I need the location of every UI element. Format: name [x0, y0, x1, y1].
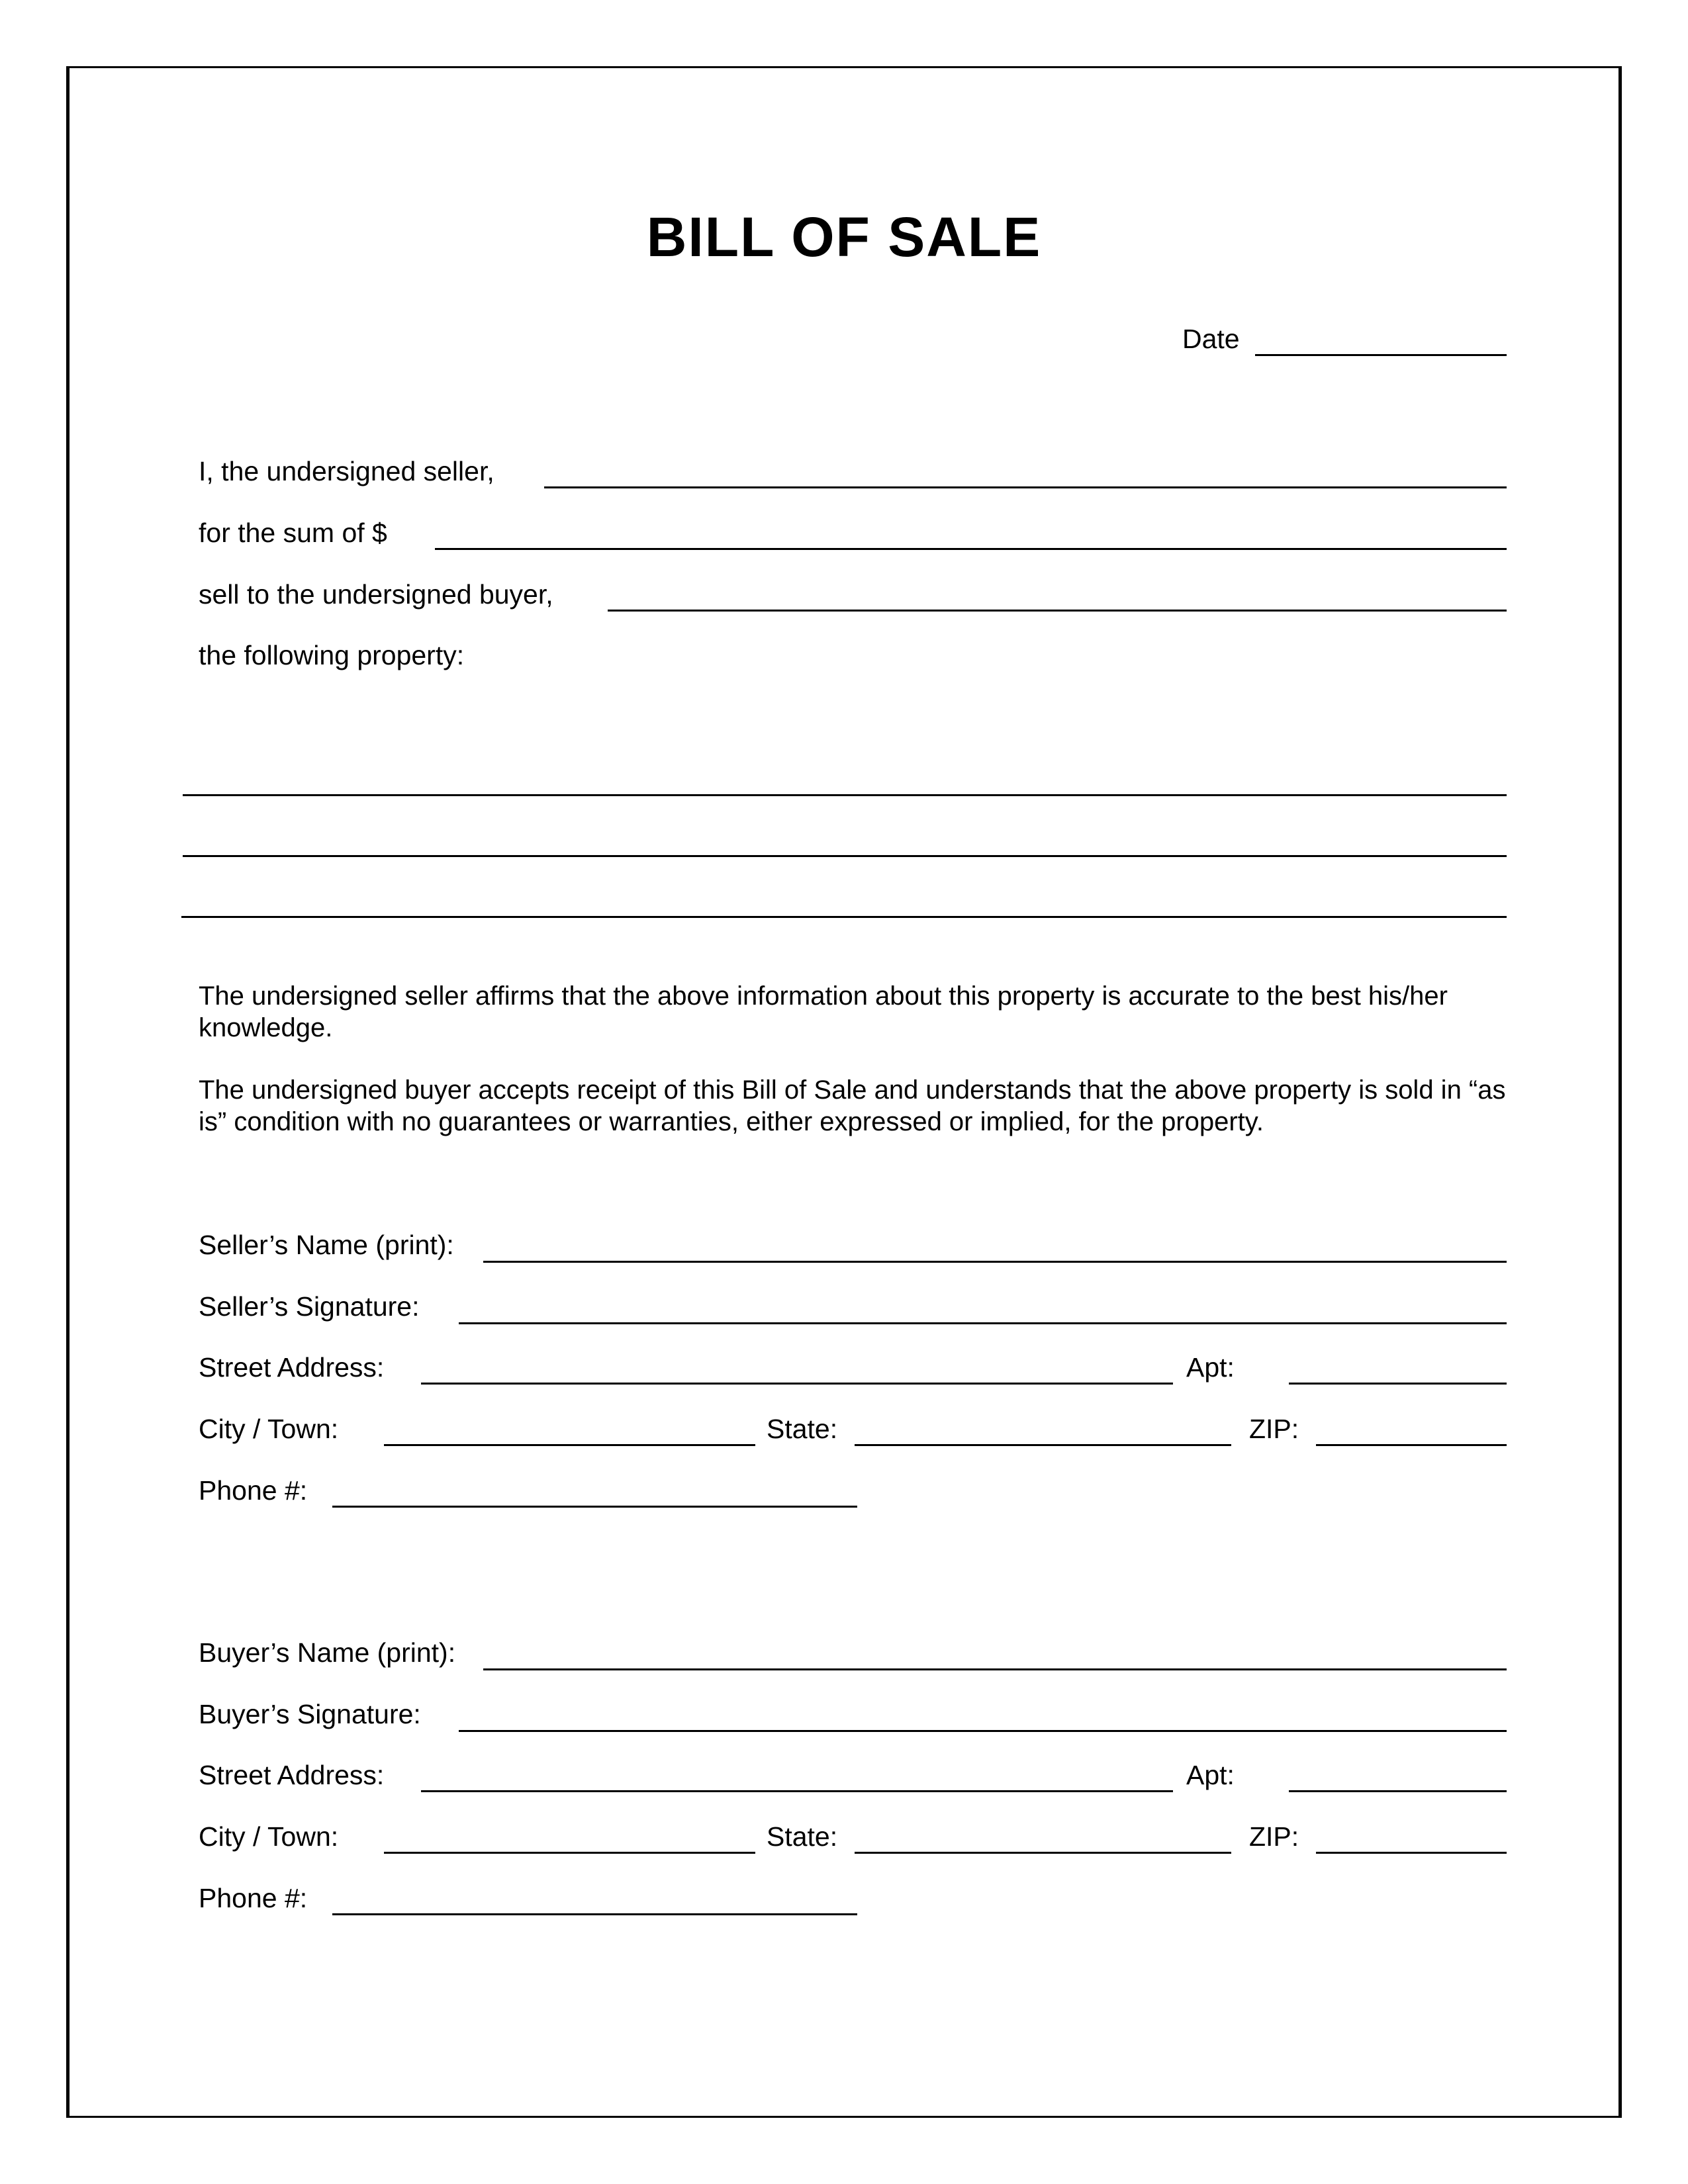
- buyer-field[interactable]: [608, 610, 1507, 612]
- buyer-city-label: City / Town:: [199, 1821, 339, 1852]
- property-line-2[interactable]: [183, 855, 1507, 857]
- date-field[interactable]: [1255, 354, 1507, 356]
- property-label: the following property:: [199, 640, 465, 670]
- buyer-city-field[interactable]: [384, 1852, 755, 1854]
- acceptance-paragraph: The undersigned buyer accepts receipt of this Bill of Sale and understands that the above property is sold in “as is” condition with no guarantees or warranties, either expressed or implied, for the property.: [199, 1075, 1506, 1136]
- sum-label: for the sum of $: [199, 518, 387, 548]
- seller-apt-label: Apt:: [1186, 1352, 1235, 1383]
- buyer-signature-label: Buyer’s Signature:: [199, 1699, 421, 1729]
- seller-intro-label: I, the undersigned seller,: [199, 456, 494, 486]
- seller-phone-label: Phone #:: [199, 1475, 308, 1506]
- seller-signature-label: Seller’s Signature:: [199, 1291, 420, 1322]
- sum-field[interactable]: [435, 548, 1507, 550]
- seller-city-field[interactable]: [384, 1444, 755, 1446]
- seller-city-label: City / Town:: [199, 1414, 339, 1444]
- seller-name-field[interactable]: [483, 1261, 1507, 1263]
- seller-signature-field[interactable]: [459, 1322, 1507, 1324]
- buyer-street-label: Street Address:: [199, 1760, 385, 1790]
- buyer-signature-field[interactable]: [459, 1730, 1507, 1732]
- seller-zip-label: ZIP:: [1249, 1414, 1299, 1444]
- buyer-zip-label: ZIP:: [1249, 1821, 1299, 1852]
- buyer-apt-label: Apt:: [1186, 1760, 1235, 1790]
- buyer-apt-field[interactable]: [1289, 1790, 1507, 1792]
- buyer-state-label: State:: [767, 1821, 838, 1852]
- seller-apt-field[interactable]: [1289, 1383, 1507, 1385]
- seller-zip-field[interactable]: [1316, 1444, 1507, 1446]
- document-title: BILL OF SALE: [646, 206, 1042, 268]
- buyer-name-label: Buyer’s Name (print):: [199, 1637, 456, 1668]
- seller-state-field[interactable]: [855, 1444, 1231, 1446]
- seller-phone-field[interactable]: [332, 1506, 857, 1508]
- property-line-3[interactable]: [181, 916, 1507, 918]
- buyer-phone-field[interactable]: [332, 1913, 857, 1915]
- seller-name-label: Seller’s Name (print):: [199, 1230, 454, 1260]
- buyer-street-field[interactable]: [421, 1790, 1173, 1792]
- date-label: Date: [1182, 324, 1240, 354]
- buyer-zip-field[interactable]: [1316, 1852, 1507, 1854]
- seller-state-label: State:: [767, 1414, 838, 1444]
- buyer-state-field[interactable]: [855, 1852, 1231, 1854]
- buyer-name-field[interactable]: [483, 1668, 1507, 1670]
- property-line-1[interactable]: [183, 794, 1507, 796]
- seller-field[interactable]: [544, 486, 1507, 488]
- affirmation-paragraph: The undersigned seller affirms that the above information about this property is accurate to the best his/her knowledge.: [199, 981, 1448, 1042]
- buyer-intro-label: sell to the undersigned buyer,: [199, 579, 553, 610]
- seller-street-field[interactable]: [421, 1383, 1173, 1385]
- buyer-phone-label: Phone #:: [199, 1883, 308, 1913]
- seller-street-label: Street Address:: [199, 1352, 385, 1383]
